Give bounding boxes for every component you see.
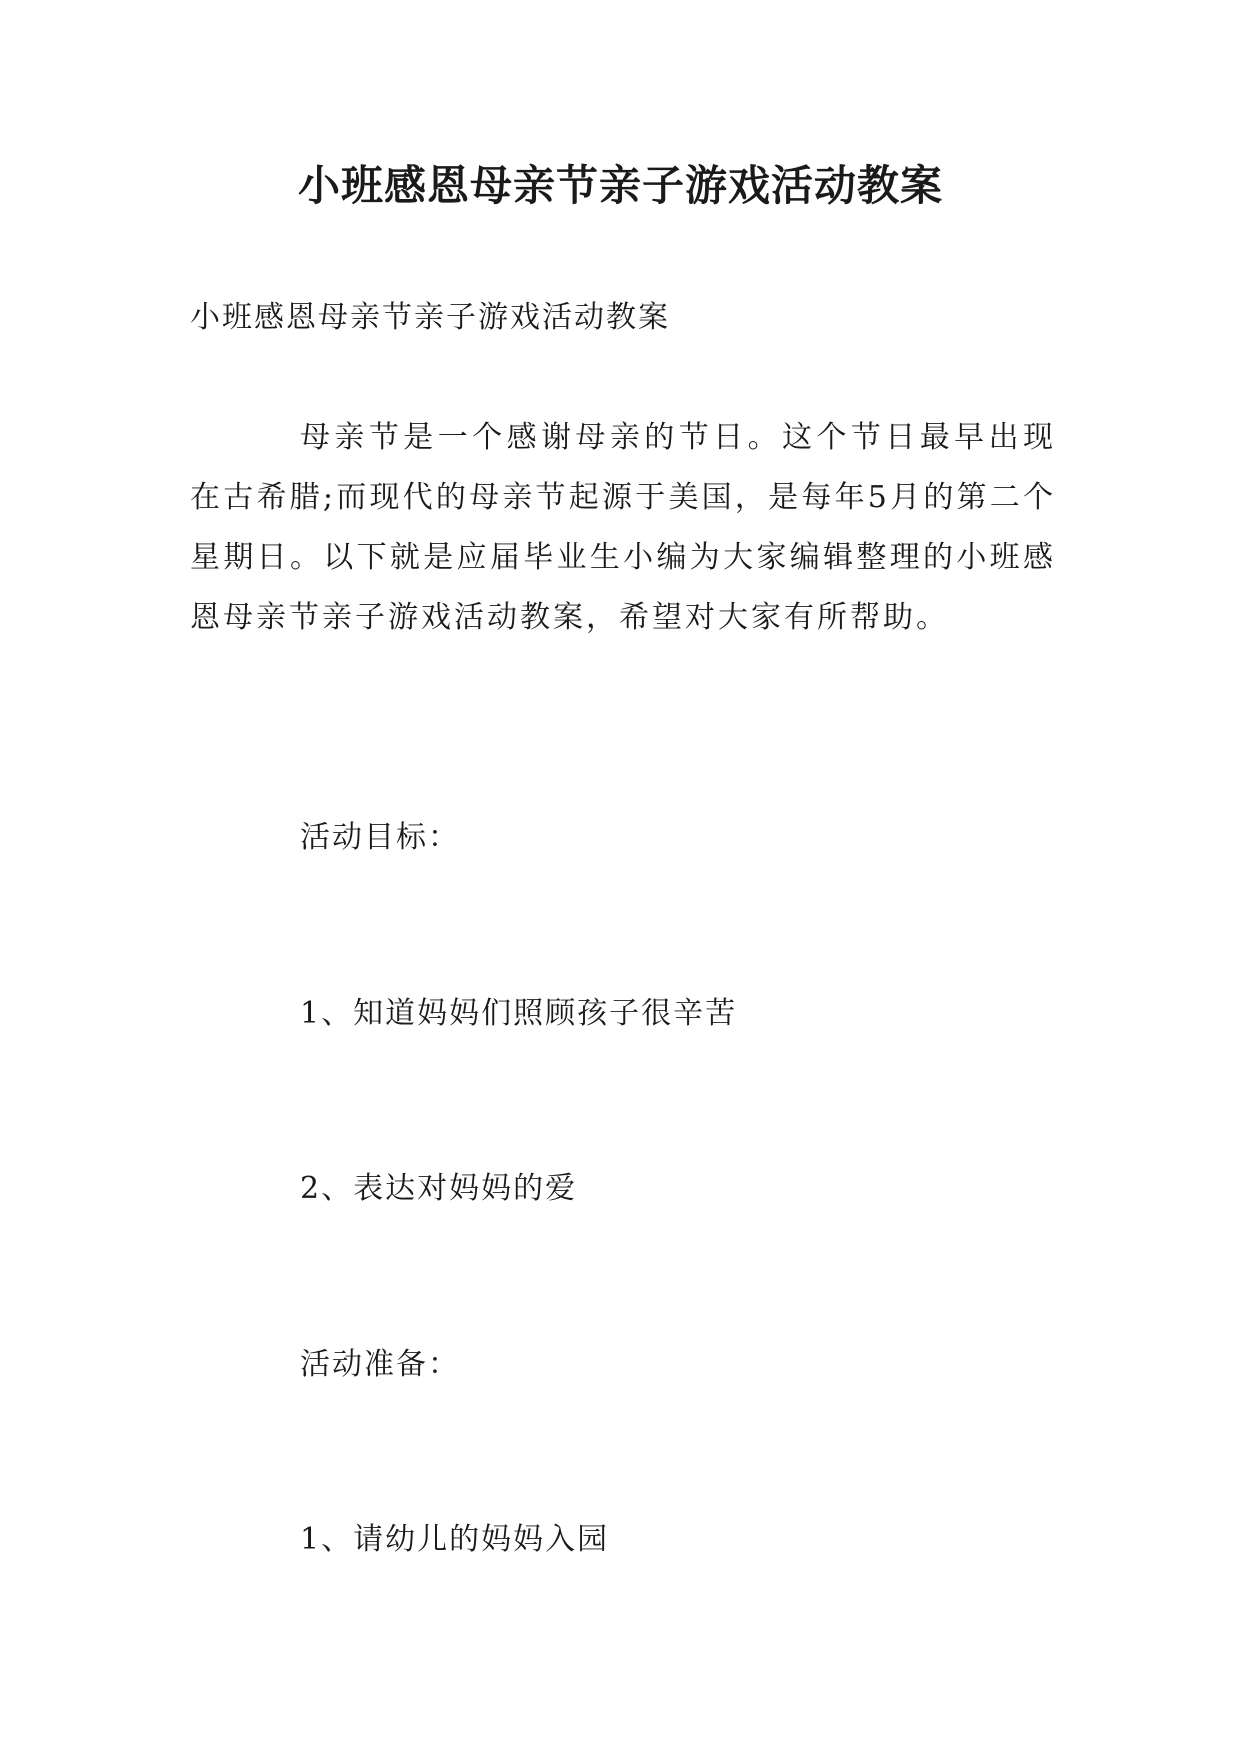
preparation-heading: 活动准备： xyxy=(300,1347,460,1382)
goal-item-2: 2、表达对妈妈的爱 xyxy=(300,1171,578,1206)
document-title: 小班感恩母亲节亲子游戏活动教案 xyxy=(297,161,943,210)
goal-item-1: 1、知道妈妈们照顾孩子很辛苦 xyxy=(300,996,738,1031)
goals-heading: 活动目标： xyxy=(300,820,460,855)
intro-paragraph: 母亲节是一个感谢母亲的节日。这个节日最早出现在古希腊;而现代的母亲节起源于美国，是每年5月的第二个星期日。以下就是应届毕业生小编为大家编辑整理的小班感恩母亲节亲子游戏活动教案，希望对大家有所帮助。 xyxy=(190,420,1056,635)
preparation-item-1: 1、请幼儿的妈妈入园 xyxy=(300,1522,610,1557)
document-subtitle: 小班感恩母亲节亲子游戏活动教案 xyxy=(190,300,670,335)
